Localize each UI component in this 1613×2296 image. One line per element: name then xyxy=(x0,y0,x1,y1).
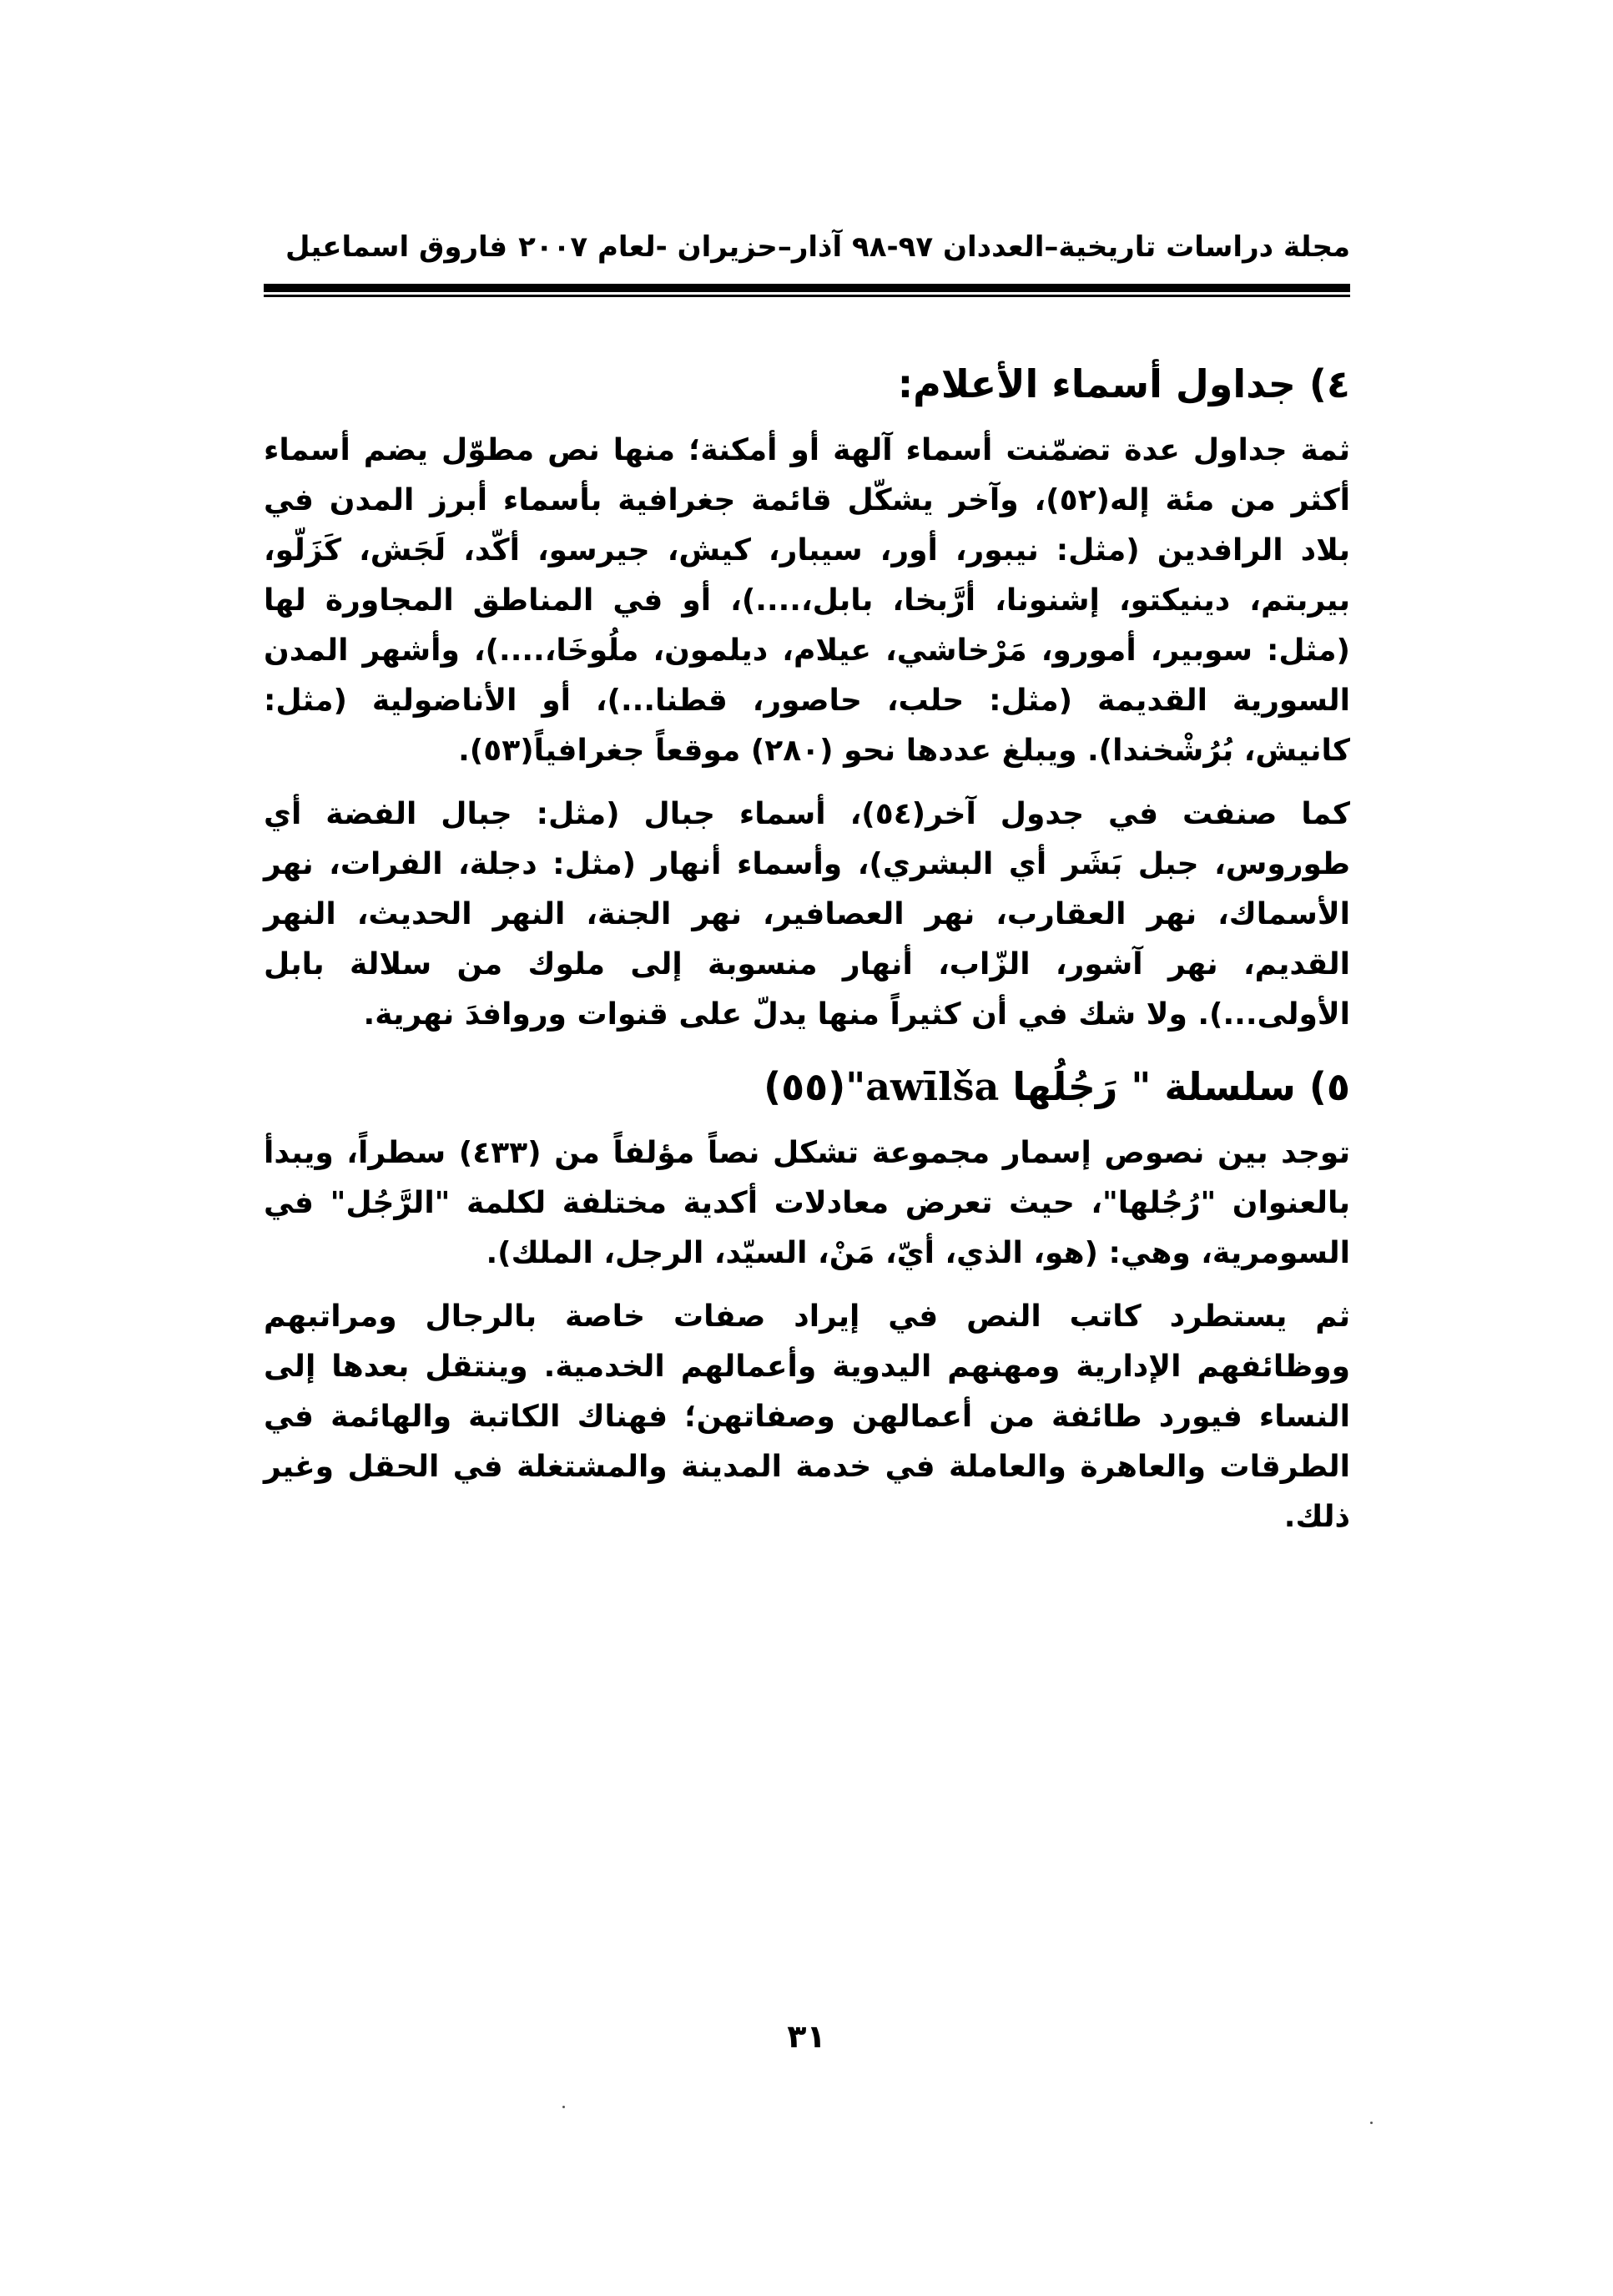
heading-footnote-ref: "(٥٥) xyxy=(764,1064,866,1109)
page-body xyxy=(264,351,1350,1556)
journal-title: مجلة دراسات تاريخية–العددان ٩٧-٩٨ آذار–حزيران -لعام ٢٠٠٧ xyxy=(518,230,1350,264)
header-rule-thin xyxy=(264,295,1350,297)
section-heading xyxy=(264,1053,1350,1120)
scan-speck xyxy=(562,2106,565,2108)
heading-latin-term: awīlša xyxy=(865,1064,1000,1109)
paragraph: توجد بين نصوص إسمار مجموعة تشكل نصاً مؤلفاً من (٤٣٣) سطراً، ويبدأ بالعنوان "رُجُلها"، حيث تعرض معادلات أكدية مختلفة لكلمة "الرَّجُل" في السومرية، وهي: (هو، الذي، أيّ، مَنْ، السيّد، الرجل، الملك). xyxy=(264,1136,1350,1270)
paragraph: ثم يستطرد كاتب النص في إيراد صفات خاصة بالرجال ومراتبهم ووظائفهم الإدارية ومهنهم اليدوية وأعمالهم الخدمية. وينتقل بعدها إلى النساء فيورد طائفة من أعمالهن وصفاتهن؛ فهناك الكاتبة والهائمة في الطرقات والعاهرة والعاملة في خدمة المدينة والمشتغلة في الحقل وغير ذلك. xyxy=(264,1299,1350,1534)
section-awilsha-series xyxy=(264,1053,1350,1542)
page-number: ٣١ xyxy=(787,2018,826,2055)
section-proper-names-lists xyxy=(264,351,1350,1040)
author-name: فاروق اسماعيل xyxy=(285,230,508,264)
paragraph: كما صنفت في جدول آخر(٥٤)، أسماء جبال (مثل: جبال الفضة أي طوروس، جبل بَشَر أي البشري)، وأسماء أنهار (مثل: دجلة، الفرات، نهر الأسماك، نهر العقارب، نهر العصافير، نهر الجنة، النهر الحديث، النهر القديم، نهر آشور، الزّاب، أنهار منسوبة إلى ملوك من سلالة بابل الأولى...). ولا شك في أن كثيراً منها يدلّ على قنوات وروافدَ نهرية. xyxy=(264,797,1350,1032)
heading-arabic-text: ٥) سلسلة " رَجُلُها xyxy=(1012,1064,1350,1109)
header-rule-thick xyxy=(264,284,1350,292)
running-header xyxy=(264,230,1350,277)
scan-speck xyxy=(1370,2122,1373,2124)
section-heading: ٤) جداول أسماء الأعلام: xyxy=(897,361,1350,406)
paragraph: ثمة جداول عدة تضمّنت أسماء آلهة أو أمكنة؛ منها نص مطوّل يضم أسماء أكثر من مئة إله(٥٢)، وآخر يشكّل قائمة جغرافية بأسماء أبرز المدن في بلاد الرافدين (مثل: نيبور، أور، سيبار، كيش، جيرسو، أكّد، لَجَش، كَزَلّو، بيربتم، دينيكتو، إشنونا، أرَّبخا، بابل،....)، أو في المناطق المجاورة لها (مثل: سوبير، أمورو، مَرْخاشي، عيلام، ديلمون، ملُوخَا،....)، وأشهر المدن السورية القديمة (مثل: حلب، حاصور، قطنا...)، أو الأناضولية (مثل: كانيش، بُرُشْخندا). ويبلغ عددها نحو (٢٨٠) موقعاً جغرافياً(٥٣). xyxy=(264,433,1351,768)
